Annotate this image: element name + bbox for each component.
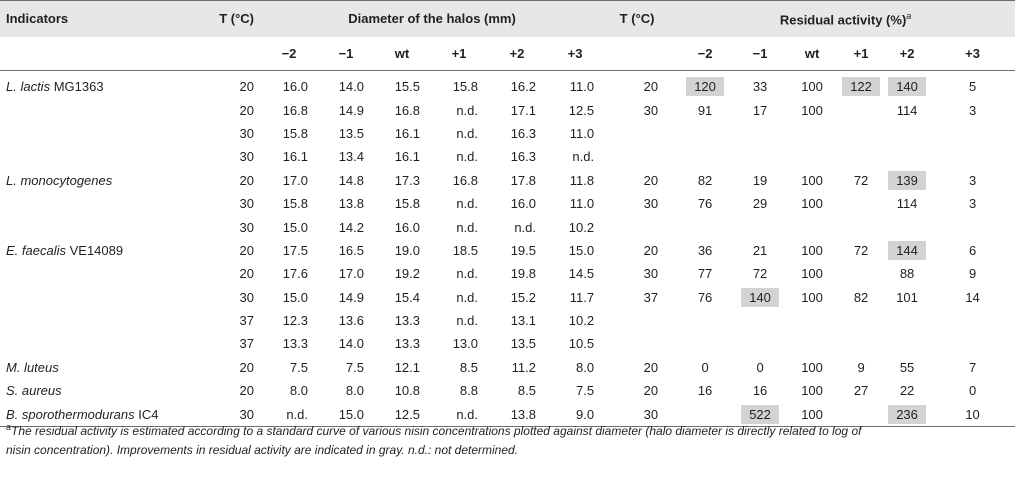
temperature-cell-2: 20 [643, 79, 659, 95]
diameter-cell: 18.5 [452, 242, 478, 258]
diameter-cell: 13.6 [338, 313, 364, 329]
residual-cell: 100 [801, 266, 823, 282]
indicator-name [0, 262, 200, 285]
residual-cell: 0 [968, 383, 977, 399]
diameter-cell: n.d. [430, 402, 488, 426]
indicator-name [0, 122, 200, 145]
diameter-cell: 14.0 [338, 79, 364, 95]
residual-cell: 9 [968, 266, 977, 282]
header-row-top [0, 1, 1015, 37]
residual-cell: 16 [752, 383, 768, 399]
residual-cell: 3 [968, 196, 977, 212]
diameter-cell: 10.8 [394, 383, 420, 399]
temperature-cell: 37 [239, 313, 254, 329]
indicator-name: M. luteus [6, 359, 59, 375]
subheader-spacer [604, 37, 676, 71]
indicator-name [0, 192, 200, 215]
table-row [0, 122, 1015, 145]
residual-cell: 3 [968, 102, 977, 118]
residual-cell [884, 332, 930, 355]
diameter-cell: 11.0 [569, 125, 595, 141]
col-temperature-2: T (°C) [604, 1, 676, 37]
diameter-cell: 15.8 [282, 196, 308, 212]
diameter-cell: 15.8 [452, 79, 478, 95]
temperature-cell: 30 [239, 289, 254, 305]
indicator-name: E. faecalis VE14089 [6, 242, 124, 258]
diameter-cell: 16.0 [510, 196, 536, 212]
diameter-cell: n.d. [456, 289, 478, 305]
residual-cell: 33 [752, 79, 768, 95]
diameter-cell: 13.5 [510, 336, 536, 352]
table-row [0, 286, 1015, 309]
residual-cell [884, 309, 930, 332]
diameter-cell: 10.2 [568, 219, 595, 235]
residual-cell [734, 122, 786, 145]
residual-cell: 19 [752, 172, 768, 188]
diameter-cell: 15.0 [318, 402, 374, 426]
residual-cell: 16 [697, 383, 713, 399]
diameter-cell: 14.9 [338, 102, 364, 118]
indicator-name [0, 215, 200, 238]
diameter-cell: 10.5 [568, 336, 595, 352]
diameter-subheader: +2 [488, 37, 546, 71]
temperature-cell: 30 [239, 125, 254, 141]
residual-cell: 10 [930, 402, 1015, 426]
diameter-cell: 15.8 [282, 125, 308, 141]
diameter-cell: n.d. [456, 219, 478, 235]
diameter-cell: n.d. [456, 266, 478, 282]
residual-cell: 21 [752, 242, 768, 258]
highlighted-value: 122 [842, 77, 880, 96]
diameter-cell: n.d. [456, 125, 478, 141]
diameter-cell: 13.8 [488, 402, 546, 426]
diameter-cell: 8.5 [459, 359, 478, 375]
diameter-cell: 10.2 [568, 313, 595, 329]
residual-cell [930, 215, 1015, 238]
table-row [0, 239, 1015, 262]
col-temperature-1: T (°C) [200, 1, 260, 37]
residual-cell [884, 239, 930, 262]
temperature-cell: 30 [239, 196, 254, 212]
residual-cell: 114 [896, 196, 918, 212]
residual-cell: 72 [853, 172, 869, 188]
temperature-cell: 20 [239, 102, 254, 118]
temperature-cell-2: 20 [643, 242, 659, 258]
temperature-cell: 30 [239, 149, 254, 165]
temperature-cell-2 [604, 332, 676, 355]
diameter-cell: 8.0 [345, 383, 364, 399]
residual-cell [734, 215, 786, 238]
temperature-cell-2 [604, 215, 676, 238]
residual-subheader: +3 [930, 37, 1015, 71]
residual-cell [884, 145, 930, 168]
residual-cell: 114 [896, 102, 918, 118]
diameter-cell: 19.5 [510, 242, 536, 258]
diameter-cell: 13.8 [338, 196, 364, 212]
residual-cell: 101 [896, 289, 918, 305]
table-row [0, 379, 1015, 402]
residual-cell: 55 [899, 359, 915, 375]
diameter-cell: 13.3 [394, 336, 420, 352]
indicator-name [0, 98, 200, 121]
residual-cell [676, 332, 734, 355]
diameter-cell: 16.0 [394, 219, 420, 235]
table-row [0, 192, 1015, 215]
table-row [0, 145, 1015, 168]
temperature-cell-2 [604, 145, 676, 168]
table-row [0, 169, 1015, 192]
diameter-cell: 17.6 [282, 266, 308, 282]
residual-cell: 76 [697, 196, 713, 212]
diameter-cell: n.d. [514, 219, 536, 235]
diameter-cell: 17.3 [394, 172, 420, 188]
diameter-cell: 16.2 [510, 79, 536, 95]
residual-cell [676, 71, 734, 99]
residual-cell [838, 71, 884, 99]
residual-subheader: wt [786, 37, 838, 71]
indicator-name [0, 286, 200, 309]
diameter-cell: 13.3 [282, 336, 308, 352]
diameter-cell: 17.0 [282, 172, 308, 188]
temperature-cell: 20 [239, 383, 254, 399]
diameter-cell: 16.0 [282, 79, 308, 95]
residual-cell: 17 [752, 102, 768, 118]
residual-cell: 82 [697, 172, 713, 188]
footnote-line-2: nisin concentration). Improvements in residual activity are indicated in gray. n.d.: not determined. [6, 443, 519, 457]
table-row [0, 71, 1015, 99]
residual-footnote-mark: a [906, 10, 912, 21]
diameter-cell: 15.4 [394, 289, 420, 305]
residual-cell [734, 309, 786, 332]
residual-cell: 100 [786, 402, 838, 426]
residual-cell [734, 145, 786, 168]
residual-cell: 72 [853, 242, 869, 258]
residual-cell [786, 332, 838, 355]
residual-cell: 100 [801, 383, 823, 399]
temperature-cell-2: 20 [643, 383, 659, 399]
footnote: $^a$The residual activity is estimated according to a standard curve of various nisin concentrations plotted against diameter (halo diameter is directly related to log of nisin concentration). Improvements in residual activity are indicated in gray. n.d.: not determined. [6, 422, 862, 457]
table-row [0, 262, 1015, 285]
indicator-name: L. lactis MG1363 [6, 79, 104, 95]
residual-cell [838, 332, 884, 355]
diameter-cell: 8.5 [517, 383, 536, 399]
temperature-cell-2: 30 [643, 102, 659, 118]
diameter-cell: 7.5 [289, 359, 308, 375]
residual-cell: 22 [899, 383, 915, 399]
diameter-cell: 16.1 [394, 149, 420, 165]
diameter-subheader: −1 [318, 37, 374, 71]
residual-cell: 3 [968, 172, 977, 188]
residual-cell: 100 [801, 289, 823, 305]
residual-cell: 14 [965, 289, 980, 305]
diameter-cell: 13.5 [338, 125, 364, 141]
residual-cell [838, 122, 884, 145]
residual-cell [676, 145, 734, 168]
temperature-cell-2: 30 [643, 196, 659, 212]
residual-cell: 27 [853, 383, 869, 399]
temperature-cell: 20 [239, 266, 254, 282]
residual-cell [676, 122, 734, 145]
diameter-cell: 11.0 [569, 79, 595, 95]
residual-cell [786, 309, 838, 332]
diameter-cell: 12.5 [374, 402, 430, 426]
diameter-cell: 11.8 [569, 172, 595, 188]
temperature-cell: 30 [200, 402, 260, 426]
residual-cell [734, 332, 786, 355]
diameter-subheader: +1 [430, 37, 488, 71]
residual-cell: 88 [899, 266, 915, 282]
temperature-cell-2: 37 [643, 289, 659, 305]
diameter-cell: 17.1 [510, 102, 536, 118]
temperature-cell-2: 30 [604, 402, 676, 426]
residual-cell: 100 [801, 172, 823, 188]
residual-cell [838, 215, 884, 238]
residual-cell: 72 [752, 266, 768, 282]
diameter-cell: 17.8 [510, 172, 536, 188]
col-diameter-group: Diameter of the halos (mm) [260, 1, 604, 37]
indicator-name [0, 145, 200, 168]
highlighted-value: 140 [741, 288, 779, 307]
residual-cell [786, 145, 838, 168]
residual-cell: 29 [752, 196, 768, 212]
table-body [0, 71, 1015, 427]
diameter-cell: 19.0 [394, 242, 420, 258]
diameter-cell: 12.5 [568, 102, 595, 118]
residual-cell: 0 [701, 359, 709, 375]
table-row [0, 356, 1015, 379]
diameter-cell: 12.1 [394, 359, 420, 375]
residual-cell [930, 122, 1015, 145]
residual-cell: 100 [801, 102, 823, 118]
diameter-cell: 13.3 [394, 313, 420, 329]
residual-cell [786, 215, 838, 238]
residual-cell [838, 98, 884, 121]
diameter-cell: 11.7 [569, 289, 595, 305]
diameter-cell: 14.5 [568, 266, 595, 282]
table-row [0, 98, 1015, 121]
diameter-cell: 16.3 [510, 125, 536, 141]
residual-cell: 9 [857, 359, 865, 375]
residual-cell [838, 145, 884, 168]
residual-subheader: +1 [838, 37, 884, 71]
residual-cell: 6 [968, 242, 977, 258]
residual-cell [838, 262, 884, 285]
residual-cell [734, 286, 786, 309]
diameter-cell: 15.0 [282, 289, 308, 305]
diameter-cell: 16.1 [394, 125, 420, 141]
diameter-cell: 8.0 [575, 359, 595, 375]
table-row [0, 215, 1015, 238]
residual-cell [676, 215, 734, 238]
diameter-cell: n.d. [260, 402, 318, 426]
diameter-cell: 13.4 [338, 149, 364, 165]
header-row-sub [0, 37, 1015, 71]
residual-cell: 100 [801, 196, 823, 212]
highlighted-value: 120 [686, 77, 724, 96]
diameter-cell: n.d. [456, 313, 478, 329]
temperature-cell-2 [604, 122, 676, 145]
temperature-cell-2: 20 [643, 172, 659, 188]
temperature-cell: 20 [239, 79, 254, 95]
residual-cell [786, 122, 838, 145]
diameter-cell: 13.0 [452, 336, 478, 352]
diameter-cell: 7.5 [575, 383, 595, 399]
residual-subheader: +2 [884, 37, 930, 71]
diameter-cell: 15.0 [282, 219, 308, 235]
diameter-cell: 19.2 [394, 266, 420, 282]
temperature-cell-2: 30 [643, 266, 659, 282]
temperature-cell: 37 [239, 336, 254, 352]
diameter-cell: 8.0 [289, 383, 308, 399]
temperature-cell: 20 [239, 359, 254, 375]
diameter-cell: 15.8 [394, 196, 420, 212]
diameter-cell: n.d. [456, 149, 478, 165]
table-row [0, 309, 1015, 332]
indicator-name [0, 309, 200, 332]
residual-cell: 82 [853, 289, 869, 305]
col-residual-group: Residual activity (%)$^a$ [676, 1, 1015, 37]
diameter-cell: 16.8 [452, 172, 478, 188]
diameter-cell: 16.3 [510, 149, 536, 165]
diameter-cell: 7.5 [345, 359, 364, 375]
residual-cell [838, 192, 884, 215]
residual-cell: 100 [801, 79, 823, 95]
diameter-cell: 16.5 [338, 242, 364, 258]
diameter-cell: 14.9 [338, 289, 364, 305]
residual-cell: 0 [756, 359, 764, 375]
residual-cell [676, 309, 734, 332]
diameter-cell: 16.1 [282, 149, 308, 165]
residual-cell: 77 [697, 266, 713, 282]
diameter-cell: n.d. [456, 102, 478, 118]
residual-cell: 100 [801, 242, 823, 258]
diameter-cell: 11.0 [569, 196, 595, 212]
footnote-line-1: The residual activity is estimated according to a standard curve of various nisin concentrations plotted against diameter (halo diameter is directly related to log of [11, 424, 862, 438]
table-row [0, 332, 1015, 355]
residual-subheader: −2 [676, 37, 734, 71]
highlighted-value: 144 [888, 241, 926, 260]
diameter-cell: 9.0 [546, 402, 604, 426]
diameter-cell: 14.2 [338, 219, 364, 235]
diameter-cell: 14.8 [338, 172, 364, 188]
diameter-cell: 17.0 [338, 266, 364, 282]
residual-subheader: −1 [734, 37, 786, 71]
diameter-cell: 15.0 [568, 242, 595, 258]
indicator-name: S. aureus [6, 383, 62, 399]
temperature-cell: 20 [239, 242, 254, 258]
residual-cell [884, 215, 930, 238]
diameter-cell: 8.8 [459, 383, 478, 399]
residual-cell [884, 122, 930, 145]
diameter-cell: 12.3 [282, 313, 308, 329]
residual-cell [838, 309, 884, 332]
residual-cell [930, 332, 1015, 355]
diameter-cell: 17.5 [282, 242, 308, 258]
diameter-subheader: +3 [546, 37, 604, 71]
residual-cell: 36 [697, 242, 713, 258]
residual-cell: 76 [697, 289, 713, 305]
temperature-cell: 30 [239, 219, 254, 235]
col-indicators: Indicators [0, 1, 200, 37]
diameter-cell: n.d. [456, 196, 478, 212]
diameter-subheader: −2 [260, 37, 318, 71]
highlighted-value: 139 [888, 171, 926, 190]
temperature-cell-2 [604, 309, 676, 332]
diameter-cell: 15.5 [394, 79, 420, 95]
diameter-subheader: wt [374, 37, 430, 71]
indicator-name [0, 332, 200, 355]
diameter-cell: 19.8 [510, 266, 536, 282]
residual-cell: 100 [801, 359, 823, 375]
diameter-cell: n.d. [572, 149, 595, 165]
residual-cell [930, 309, 1015, 332]
highlighted-value: 236 [888, 405, 926, 424]
diameter-cell: 16.8 [282, 102, 308, 118]
residual-cell: 91 [697, 102, 713, 118]
indicator-name: B. sporothermodurans IC4 [0, 402, 200, 426]
temperature-cell-2: 20 [643, 359, 659, 375]
highlighted-value: 522 [741, 405, 779, 424]
residual-cell: 7 [968, 359, 977, 375]
diameter-cell: 13.1 [510, 313, 536, 329]
diameter-cell: 15.2 [510, 289, 536, 305]
residual-cell [930, 145, 1015, 168]
residual-cell [884, 169, 930, 192]
indicator-name: L. monocytogenes [6, 172, 113, 188]
diameter-cell: 11.2 [511, 359, 536, 375]
residual-cell: 5 [968, 79, 977, 95]
residual-cell [884, 71, 930, 99]
temperature-cell: 20 [239, 172, 254, 188]
highlighted-value: 140 [888, 77, 926, 96]
diameter-cell: 14.0 [338, 336, 364, 352]
diameter-cell: 16.8 [394, 102, 420, 118]
